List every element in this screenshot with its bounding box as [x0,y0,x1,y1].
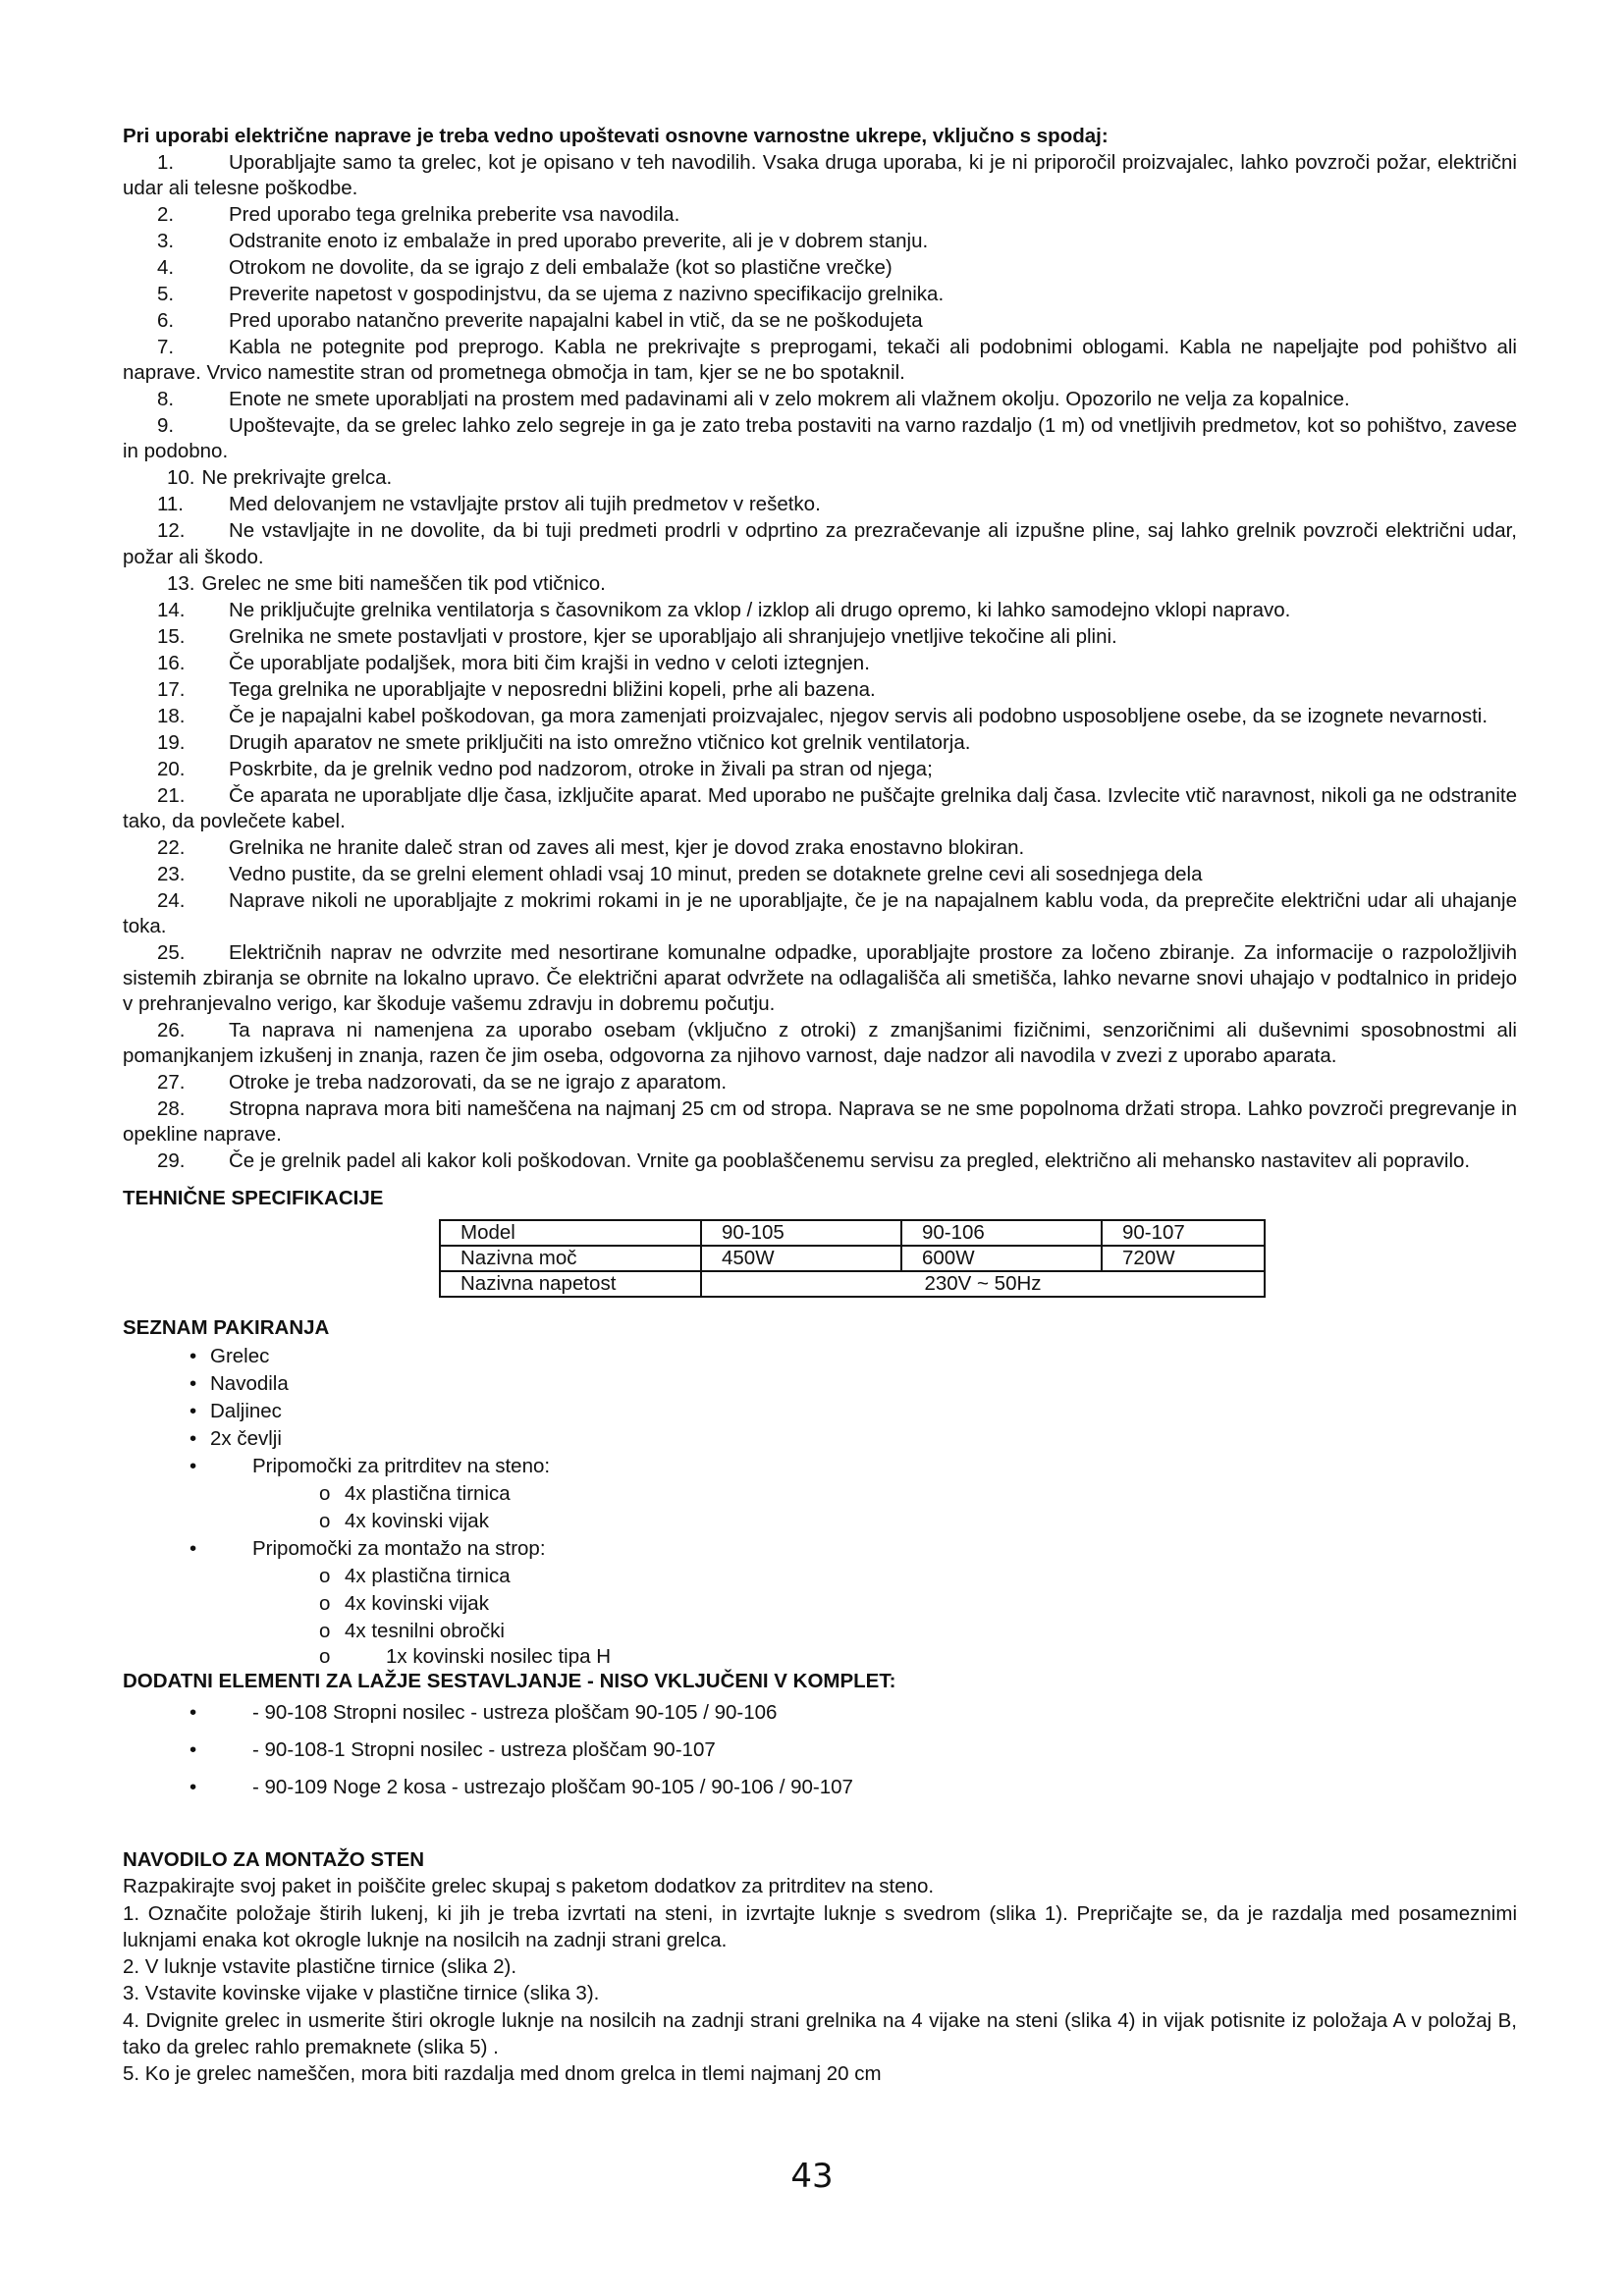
circle-bullet-icon: o [319,1592,331,1616]
safety-item [123,598,1517,623]
list-item [123,1590,1517,1618]
safety-item-text: Tega grelnika ne uporabljajte v neposredni bližini kopeli, prhe ali bazena. [229,677,876,701]
safety-item-number: 18. [157,704,186,727]
safety-item [123,571,1517,597]
safety-item-number: 23. [157,862,186,885]
safety-item-number: 4. [157,256,175,280]
safety-item-number: 25. [157,940,186,964]
mounting-step: 5. Ko je grelec nameščen, mora biti razdalja med dnom grelca in tlemi najmanj 20 cm [123,2062,882,2086]
safety-item-number: 17. [157,677,186,701]
packing-list-continued [123,1535,1517,1563]
safety-list [123,150,1517,1174]
safety-item-number: 2. [157,203,175,227]
bullet-icon: • [189,1455,197,1478]
safety-item [123,492,1517,517]
safety-item-text: Stropna naprava mora biti nameščena na najmanj 25 cm od stropa. Naprava se ne sme popolnoma držati stropa. Lahko povzroči pregrevanje in opekline naprave. [123,1097,1517,1147]
circle-bullet-icon: o [319,1645,331,1669]
safety-item-text: Električnih naprav ne odvrzite med nesortirane komunalne odpadke, uporabljajte prostore za ločeno zbiranje. Za informacije o razpoložljivih sistemih zbiranja se obrnite na lokalno upravo. Če električni aparat odvržete na odlagališča ali smetišča, lahko nevarne snovi uhajajo v podtalnico in pridejo v prehranjevalno verigo, kar škoduje vašemu zdravju in dobremu počutju. [123,940,1517,1016]
list-item [123,1425,1517,1453]
safety-item-text: Odstranite enoto iz embalaže in pred uporabo preverite, ali je v dobrem stanju. [229,230,929,253]
safety-item-number: 3. [157,230,175,253]
safety-item [123,1070,1517,1095]
safety-item-number: 12. [157,519,186,543]
mounting-step: 3. Vstavite kovinske vijake v plastične tirnice (slika 3). [123,1982,600,2005]
safety-item [123,624,1517,650]
spec-cell-merged: 230V ~ 50Hz [701,1271,1265,1297]
mounting-intro: Razpakirajte svoj paket in poiščite grelec skupaj s paketom dodatkov za pritrditev na steno. [123,1875,935,1898]
safety-item [123,677,1517,703]
bullet-icon: • [189,1701,197,1725]
safety-item [123,413,1517,464]
spec-title: TEHNIČNE SPECIFIKACIJE [123,1187,384,1210]
safety-item-number: 26. [157,1019,186,1042]
bullet-icon: • [189,1400,197,1423]
safety-item-text: Grelnika ne hranite daleč stran od zaves ali mest, kjer je dovod zraka enostavno blokiran. [229,835,1025,859]
list-item [123,1453,1517,1480]
safety-item-text: Preverite napetost v gospodinjstvu, da se ujema z nazivno specifikacijo grelnika. [229,283,945,306]
safety-item [123,255,1517,281]
safety-item [123,202,1517,228]
spec-table [439,1219,1266,1298]
safety-item-text: Pred uporabo natančno preverite napajalni kabel in vtič, da se ne poškodujeta [229,309,923,333]
list-item-text: Pripomočki za montažo na strop: [252,1537,546,1561]
spec-label: Nazivna napetost [440,1271,701,1297]
safety-item [123,1018,1517,1069]
safety-item-text: Pred uporabo tega grelnika preberite vsa navodila. [229,203,680,227]
safety-item-text: Enote ne smete uporabljati na prostem med padavinami ali v zelo mokrem ali vlažnem okolju. Opozorilo ne velja za kopalnice. [229,388,1350,411]
mounting-step: 4. Dvignite grelec in usmerite štiri okrogle luknje na nosilcih na zadnji strani grelnika na 4 vijake na steni (slika 4) in vijak potisnite iz položaja A v položaj B, tako da grelec rahlo premaknete (slika 5) . [123,2008,1517,2058]
safety-item-text: Če je grelnik padel ali kakor koli poškodovan. Vrnite ga pooblaščenemu servisu za pregled, električno ali mehansko nastavitev ali popravilo. [229,1149,1471,1173]
spec-label: Nazivna moč [440,1246,701,1271]
spec-cell: 720W [1102,1246,1265,1271]
safety-item [123,783,1517,834]
safety-item-number: 11. [157,493,184,516]
list-item [123,1618,1517,1645]
spec-row-model [440,1220,1265,1246]
extras-list [123,1694,1517,1806]
list-item [123,1398,1517,1425]
safety-item-text: Ne prekrivajte grelca. [201,466,393,490]
list-item [123,1732,1517,1769]
list-item-text: 1x kovinski nosilec tipa H [386,1645,612,1669]
list-item-text: - 90-109 Noge 2 kosa - ustrezajo ploščam 90-105 / 90-106 / 90-107 [252,1776,853,1799]
safety-item-text: Ta naprava ni namenjena za uporabo osebam (vključno z otroki) z zmanjšanimi fizičnimi, senzoričnimi ali duševnimi sposobnostmi ali pomanjkanjem izkušenj in znanja, razen če jim oseba, odgovorna za njihovo varnost, daje nadzor ali navodila v zvezi z uporabo aparata. [123,1019,1517,1068]
safety-item [123,282,1517,307]
ceiling-accessories-list [123,1563,1517,1669]
list-item [123,1343,1517,1370]
safety-item-number: 10. [167,466,195,490]
safety-item-number: 16. [157,651,186,674]
safety-item-number: 21. [157,783,186,807]
mounting-instructions [123,1873,1517,2087]
list-item [123,1645,1517,1669]
safety-item [123,940,1517,1017]
mounting-step: 2. V luknje vstavite plastične tirnice (slika 2). [123,1955,517,1979]
list-item [123,1480,1517,1508]
list-item-text: 4x plastična tirnica [345,1482,511,1506]
packing-list [123,1343,1517,1480]
safety-item [123,229,1517,254]
list-item-text: 4x tesnilni obročki [345,1620,505,1643]
safety-item-text: Upoštevajte, da se grelec lahko zelo segreje in ga je zato treba postaviti na varno razdaljo (1 m) od vnetljivih predmetov, kot so pohištvo, zavese in podobno. [123,414,1517,463]
list-item-text: Pripomočki za pritrditev na steno: [252,1455,551,1478]
safety-item-number: 27. [157,1071,186,1095]
safety-item-number: 22. [157,835,186,859]
list-item [123,1535,1517,1563]
page-content [123,124,1517,2087]
safety-item-number: 1. [157,151,175,175]
safety-item-text: Drugih aparatov ne smete priključiti na isto omrežno vtičnico kot grelnik ventilatorja. [229,730,971,754]
extras-title: DODATNI ELEMENTI ZA LAŽJE SESTAVLJANJE - NISO VKLJUČENI V KOMPLET: [123,1670,896,1693]
safety-item-number: 29. [157,1149,186,1173]
safety-item-text: Ne priključujte grelnika ventilatorja s časovnikom za vklop / izklop ali drugo opremo, ki lahko samodejno vklopi napravo. [229,598,1291,621]
safety-item-text: Grelec ne sme biti nameščen tik pod vtičnico. [201,571,606,595]
circle-bullet-icon: o [319,1482,331,1506]
safety-item [123,1096,1517,1148]
bullet-icon: • [189,1345,197,1368]
safety-item [123,757,1517,782]
safety-item-text: Če uporabljate podaljšek, mora biti čim krajši in vedno v celoti iztegnjen. [229,651,870,674]
list-item-text: Daljinec [210,1400,282,1423]
safety-item-number: 24. [157,888,186,912]
mounting-step: 1. Označite položaje štirih lukenj, ki jih je treba izvrtati na steni, in izvrtajte luknje s svedrom (slika 1). Prepričajte se, da je razdalja med posameznimi luknjami enaka kot okrogle luknje na nosilcih na zadnji strani grelca. [123,1901,1517,1951]
safety-item [123,335,1517,386]
safety-item [123,308,1517,334]
list-item [123,1694,1517,1732]
safety-item-text: Če aparata ne uporabljate dlje časa, izključite aparat. Med uporabo ne puščajte grelnika dalj časa. Izvlecite vtič naravnost, nikoli ga ne odstranite tako, da povlečete kabel. [123,783,1517,832]
bullet-icon: • [189,1427,197,1451]
safety-item-text: Grelnika ne smete postavljati v prostore, kjer se uporabljajo ali shranjujejo vnetljive tekočine ali plini. [229,624,1117,648]
safety-item [123,862,1517,887]
circle-bullet-icon: o [319,1565,331,1588]
spec-cell: 90-107 [1102,1220,1265,1246]
list-item-text: - 90-108 Stropni nosilec - ustreza ploščam 90-105 / 90-106 [252,1701,778,1725]
list-item [123,1370,1517,1398]
bullet-icon: • [189,1776,197,1799]
safety-item-number: 15. [157,624,186,648]
safety-item-number: 19. [157,730,186,754]
safety-item [123,651,1517,676]
list-item [123,1508,1517,1535]
safety-item-number: 7. [157,336,175,359]
safety-item-text: Uporabljajte samo ta grelec, kot je opisano v teh navodilih. Vsaka druga uporaba, ki je ni priporočil proizvajalec, lahko povzroči požar, električni udar ali telesne poškodbe. [123,151,1517,200]
spec-cell: 90-105 [701,1220,901,1246]
safety-item-text: Otroke je treba nadzorovati, da se ne igrajo z aparatom. [229,1071,728,1095]
list-item [123,1769,1517,1806]
safety-item-number: 20. [157,757,186,780]
bullet-icon: • [189,1372,197,1396]
list-item-text: Grelec [210,1345,270,1368]
list-item [123,1563,1517,1590]
safety-item-text: Poskrbite, da je grelnik vedno pod nadzorom, otroke in živali pa stran od njega; [229,757,933,780]
safety-item [123,835,1517,861]
packing-title: SEZNAM PAKIRANJA [123,1316,330,1340]
safety-item-number: 13. [167,571,195,595]
safety-item-number: 8. [157,388,175,411]
spec-label: Model [440,1220,701,1246]
safety-item [123,704,1517,729]
safety-item [123,888,1517,939]
safety-item-text: Otrokom ne dovolite, da se igrajo z deli embalaže (kot so plastične vrečke) [229,256,893,280]
spec-cell: 90-106 [901,1220,1102,1246]
list-item-text: Navodila [210,1372,289,1396]
safety-item-number: 5. [157,283,175,306]
circle-bullet-icon: o [319,1510,331,1533]
bullet-icon: • [189,1537,197,1561]
circle-bullet-icon: o [319,1620,331,1643]
spec-cell: 450W [701,1246,901,1271]
safety-item-number: 9. [157,414,175,438]
safety-intro: Pri uporabi električne naprave je treba vedno upoštevati osnovne varnostne ukrepe, vključno s spodaj: [123,125,1109,147]
safety-item [123,150,1517,201]
mounting-title: NAVODILO ZA MONTAŽO STEN [123,1848,425,1872]
safety-item-number: 14. [157,598,186,621]
safety-item-text: Vedno pustite, da se grelni element ohladi vsaj 10 minut, preden se dotaknete grelne cevi ali sosednjega dela [229,862,1203,885]
bullet-icon: • [189,1738,197,1762]
page-number: 43 [790,2157,834,2196]
list-item-text: 4x kovinski vijak [345,1510,489,1533]
list-item-text: 2x čevlji [210,1427,282,1451]
spec-row-voltage [440,1271,1265,1297]
spec-row-power [440,1246,1265,1271]
list-item-text: 4x plastična tirnica [345,1565,511,1588]
wall-accessories-list [123,1480,1517,1535]
safety-item [123,465,1517,491]
list-item-text: - 90-108-1 Stropni nosilec - ustreza ploščam 90-107 [252,1738,716,1762]
safety-item [123,387,1517,412]
safety-item-text: Če je napajalni kabel poškodovan, ga mora zamenjati proizvajalec, njegov servis ali podobno usposobljene osebe, da se izognete nevarnosti. [229,704,1489,727]
safety-item [123,730,1517,756]
spec-cell: 600W [901,1246,1102,1271]
safety-item-text: Ne vstavljajte in ne dovolite, da bi tuji predmeti prodrli v odprtino za prezračevanje ali izpušne pline, saj lahko grelnik povzroči električni udar, požar ali škodo. [123,519,1517,568]
safety-item [123,518,1517,569]
safety-item-text: Naprave nikoli ne uporabljajte z mokrimi rokami in je ne uporabljajte, če je na napajalnem kablu voda, da preprečite električni udar ali uhajanje toka. [123,888,1517,937]
safety-item-text: Med delovanjem ne vstavljajte prstov ali tujih predmetov v rešetko. [229,493,821,516]
list-item-text: 4x kovinski vijak [345,1592,489,1616]
safety-item-text: Kabla ne potegnite pod preprogo. Kabla ne prekrivajte s preprogami, tekači ali podobnimi oblogami. Kabla ne napeljajte pod pohištvo ali naprave. Vrvico namestite stran od prometnega območja in tam, kjer se ne bo spotaknil. [123,336,1517,385]
safety-item-number: 28. [157,1097,186,1121]
safety-item-number: 6. [157,309,175,333]
safety-item [123,1148,1517,1174]
